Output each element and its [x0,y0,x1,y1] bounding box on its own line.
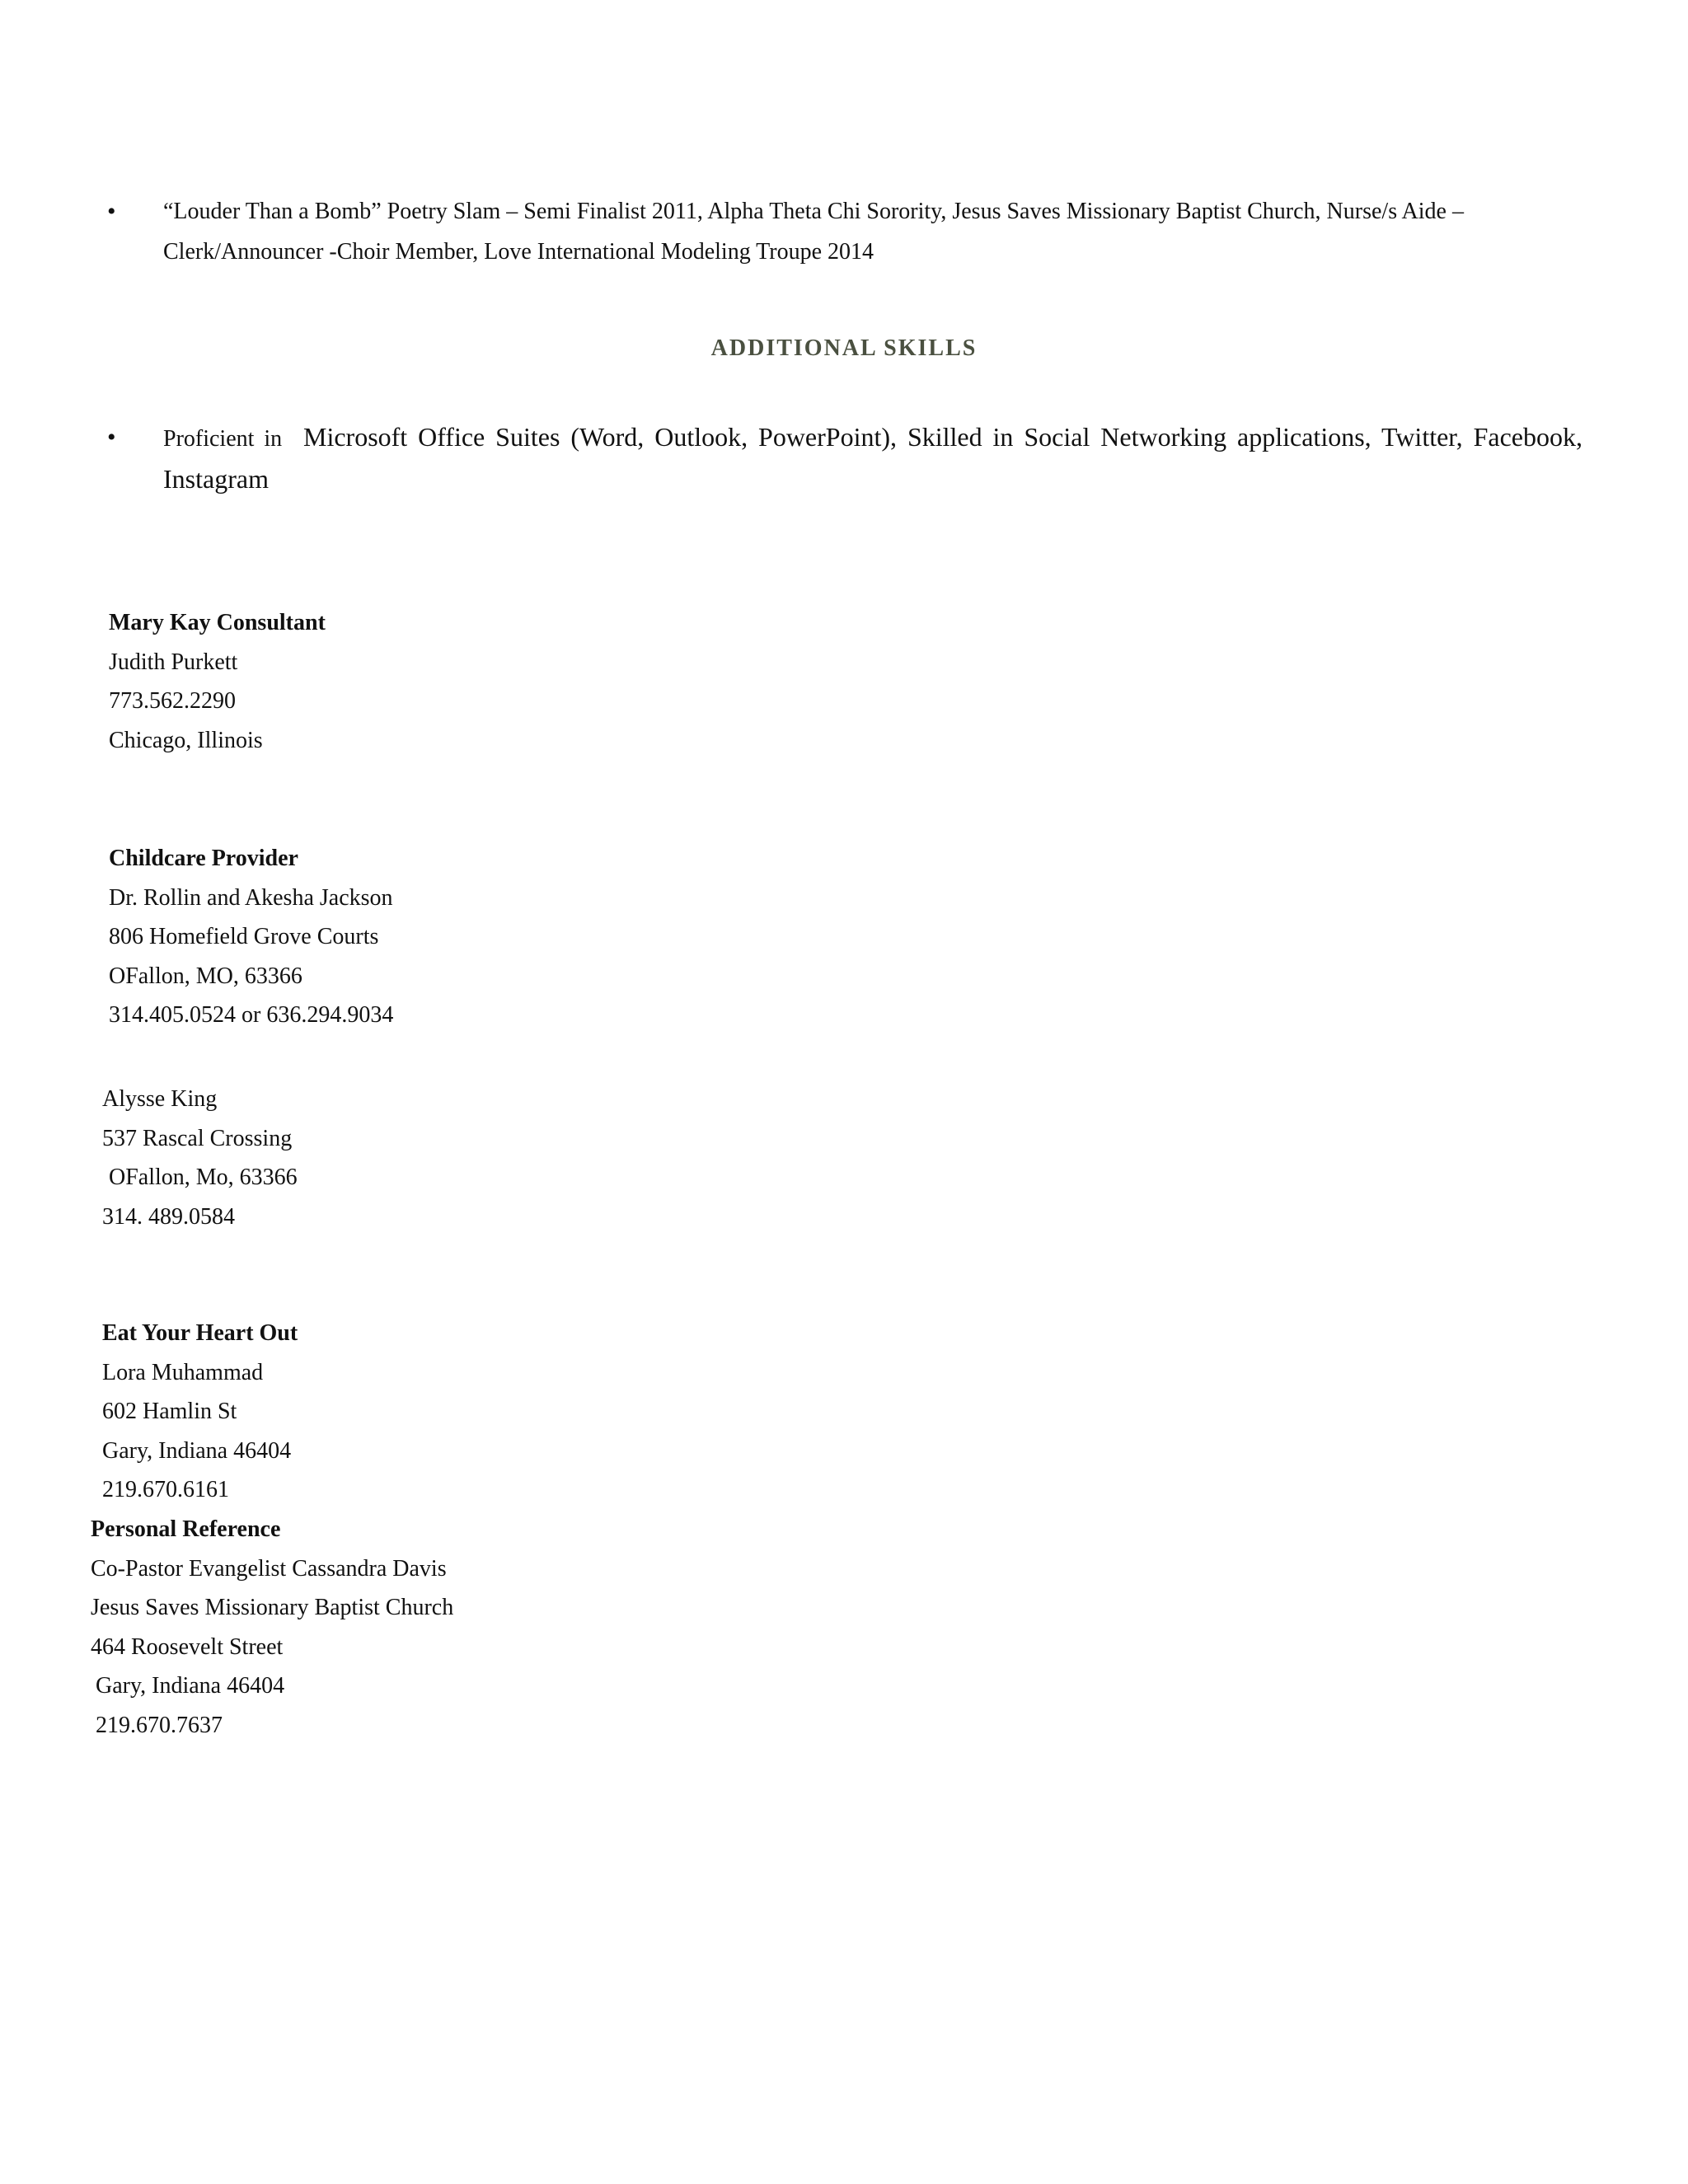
reference-title: Eat Your Heart Out [102,1320,298,1346]
reference-city: OFallon, Mo, 63366 [109,1165,298,1190]
reference-address: 537 Rascal Crossing [102,1125,293,1151]
reference-org: Jesus Saves Missionary Baptist Church [91,1595,454,1620]
reference-address: 464 Roosevelt Street [91,1633,284,1660]
activities-bullet-item [107,191,1582,274]
reference-name: Judith Purkett [109,649,238,675]
skills-list: Microsoft Office Suites (Word, Outlook, PowerPoint), Skilled in Social Networking applications, Twitter, Facebook, Instagram [163,422,1583,494]
reference-phone: 314. 489.0584 [102,1203,235,1230]
reference-city: OFallon, MO, 63366 [109,963,302,989]
activities-text [163,191,1582,272]
reference-title: Childcare Provider [109,846,298,871]
reference-title: Personal Reference [91,1516,281,1542]
reference-phone: 773.562.2290 [109,688,236,714]
additional-skills-heading: ADDITIONAL SKILLS [710,335,978,361]
reference-alysse-king [102,1080,298,1236]
reference-mary-kay [109,603,326,760]
reference-childcare [109,839,393,1035]
reference-name: Co-Pastor Evangelist Cassandra Davis [91,1555,447,1582]
skills-lead: Proficient in [163,426,283,452]
reference-city: Chicago, Illinois [109,727,263,753]
reference-city: Gary, Indiana 46404 [102,1437,292,1464]
activities-line-1: “Louder Than a Bomb” Poetry Slam – Semi Finalist 2011, Alpha Theta Chi Sorority, Jesus Saves Missionary Baptist Church, Nurse/s Aide – [163,199,1464,224]
activities-line-2: Clerk/Announcer -Choir Member, Love International Modeling Troupe 2014 [163,239,874,265]
skills-bullet-item [107,417,1582,499]
reference-name: Lora Muhammad [102,1359,264,1385]
reference-phone: 219.670.6161 [102,1477,229,1502]
reference-city: Gary, Indiana 46404 [96,1673,285,1699]
reference-phone: 219.670.7637 [96,1712,223,1738]
reference-personal [91,1510,453,1745]
reference-title: Mary Kay Consultant [109,610,326,635]
bullet-icon: • [107,198,116,225]
bullet-icon: • [107,424,116,451]
reference-name: Dr. Rollin and Akesha Jackson [109,884,393,911]
reference-address: 602 Hamlin St [102,1399,237,1424]
reference-name: Alysse King [102,1086,218,1112]
reference-phone: 314.405.0524 or 636.294.9034 [109,1002,394,1028]
skills-text [163,417,1582,499]
reference-address: 806 Homefield Grove Courts [109,924,379,949]
reference-eat-your-heart-out [102,1314,298,1510]
